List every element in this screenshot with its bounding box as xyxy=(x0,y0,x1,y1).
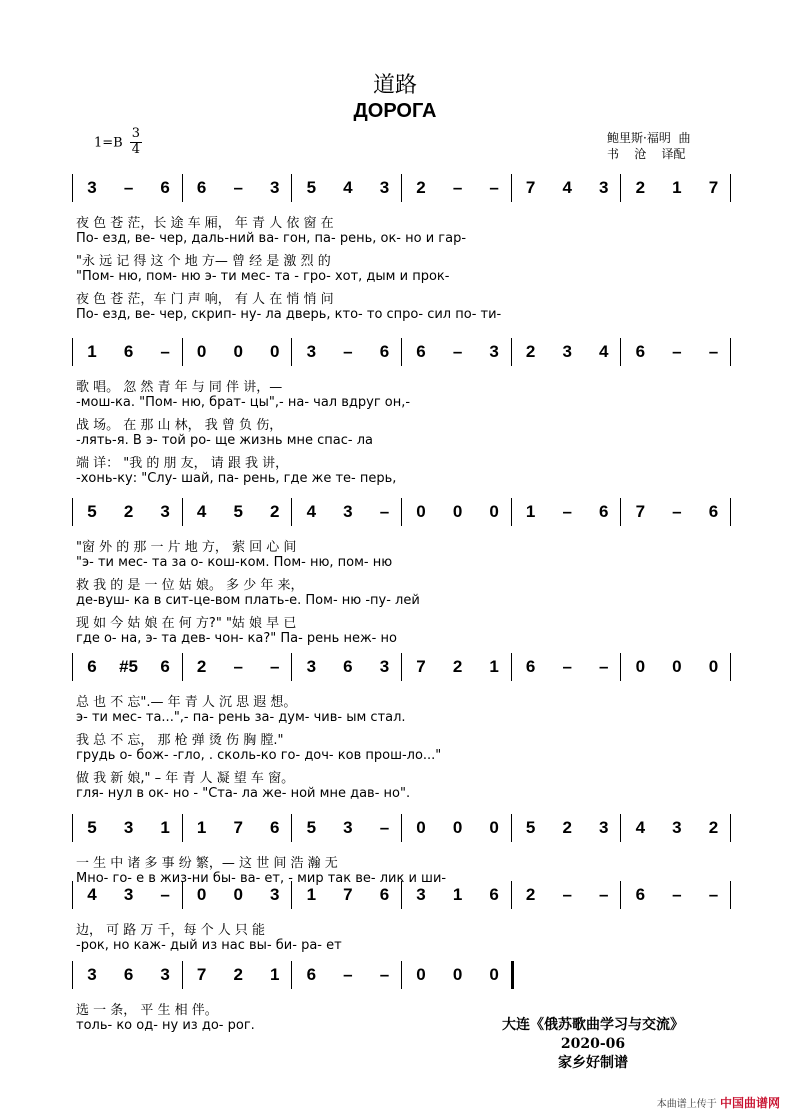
note: 6 xyxy=(525,657,536,676)
lyric-line: гля- нул в ок- но - "Ста- ла же- ной мне дав- но". xyxy=(76,786,411,801)
footer xyxy=(443,1016,743,1073)
note: 4 xyxy=(343,178,353,197)
site-prefix: 本曲谱上传于 xyxy=(656,1099,717,1110)
barline xyxy=(730,881,731,909)
footer-line-2: 2020-06 xyxy=(560,1036,626,1052)
note: – xyxy=(489,178,499,197)
barline xyxy=(182,174,183,202)
barline xyxy=(72,653,73,681)
note: 3 xyxy=(599,178,609,197)
note: 6 xyxy=(708,502,719,521)
lyric-line: 选 一 条， 平 生 相 伴。 xyxy=(76,1003,218,1018)
barline xyxy=(620,653,621,681)
note: 0 xyxy=(233,885,243,904)
note: 0 xyxy=(416,965,426,984)
note: 5 xyxy=(233,502,243,521)
note: 3 xyxy=(343,818,353,837)
lyric-line: -рок, но каж- дый из нас вы- би- ра- ет xyxy=(76,938,342,953)
note: 2 xyxy=(452,657,463,676)
note: – xyxy=(160,885,170,904)
lyric-line: 夜 色 苍 茫，车 门 声 响， 有 人 在 悄 悄 问 xyxy=(76,292,334,307)
lyric-line: "窗 外 的 那 一 片 地 方， 萦 回 心 间 xyxy=(76,540,297,555)
lyric-line: 战 场。 在 那 山 林， 我 曾 负 伤， xyxy=(76,418,283,433)
note: 4 xyxy=(635,818,646,837)
note: 6 xyxy=(87,657,97,676)
note: 0 xyxy=(708,657,719,676)
lyric-line: 做 我 新 娘," – 年 青 人 凝 望 车 窗。 xyxy=(76,771,295,786)
lyric-line: "Пом- ню, пом- ню э- ти мес- та - гро- хот, дым и прок- xyxy=(76,269,450,284)
note: 3 xyxy=(562,342,572,361)
note: 1 xyxy=(525,502,536,521)
note: – xyxy=(599,885,609,904)
note: 3 xyxy=(270,885,280,904)
note: – xyxy=(343,342,353,361)
note: 4 xyxy=(87,885,97,904)
note: 3 xyxy=(270,178,280,197)
note: – xyxy=(708,885,719,904)
note: 4 xyxy=(562,178,572,197)
note: – xyxy=(160,342,170,361)
site-watermark xyxy=(657,1094,780,1111)
note: 2 xyxy=(196,657,207,676)
barline xyxy=(730,814,731,842)
note: 1 xyxy=(196,818,207,837)
note: 4 xyxy=(196,502,207,521)
lyric-line: 夜 色 苍 茫，长 途 车 厢， 年 青 人 依 窗 在 xyxy=(76,216,334,231)
note: – xyxy=(562,657,572,676)
time-sig-bottom: 4 xyxy=(131,142,140,157)
note: 6 xyxy=(306,965,317,984)
title-chinese: 道路 xyxy=(372,73,417,98)
lyric-line: 救 我 的 是 一 位 姑 娘。 多 少 年 来， xyxy=(76,578,304,593)
barline xyxy=(730,174,731,202)
note: 1 xyxy=(270,965,280,984)
time-signature xyxy=(130,128,142,158)
lyric-line: -хонь-ку: "Слу- шай, па- рень, где же те- перь, xyxy=(76,471,397,486)
lyric-line: По- езд, ве- чер, скрип- ну- ла дверь, кто- то спро- сил по- ти- xyxy=(76,307,502,322)
barline xyxy=(291,498,292,526)
note: 2 xyxy=(708,818,719,837)
barline xyxy=(401,881,402,909)
lyric-line: "э- ти мес- та за о- кош-ком. Пом- ню, пом- ню xyxy=(76,555,393,570)
lyric-line: де-вуш- ка в сит-це-вом плать-е. Пом- ню -пу- лей xyxy=(76,593,420,608)
lyric-line: 歌 唱。 忽 然 青 年 与 同 伴 讲，— xyxy=(76,380,283,395)
note: 0 xyxy=(416,502,426,521)
note: 1 xyxy=(306,885,317,904)
note: 4 xyxy=(306,502,317,521)
note: 2 xyxy=(525,342,536,361)
lyric-line: 总 也 不 忘".— 年 青 人 沉 思 遐 想。 xyxy=(76,695,297,710)
note: 0 xyxy=(452,502,463,521)
note: 0 xyxy=(196,342,207,361)
barline xyxy=(620,881,621,909)
lyric-line: грудь о- бож- -гло, . сколь-ко го- доч- ков прош-ло..." xyxy=(76,748,442,763)
barline xyxy=(182,653,183,681)
note: – xyxy=(270,657,280,676)
note: 0 xyxy=(416,818,426,837)
lyric-line: толь- ко од- ну из до- рог. xyxy=(76,1018,255,1033)
note: 6 xyxy=(416,342,426,361)
barline xyxy=(401,498,402,526)
note: 3 xyxy=(87,965,97,984)
note: 7 xyxy=(708,178,719,197)
note: 6 xyxy=(196,178,207,197)
lyric-line: 端 详： "我 的 朋 友， 请 跟 我 讲， xyxy=(76,456,289,471)
title-russian: ДОРОГА xyxy=(353,100,437,122)
barline xyxy=(291,881,292,909)
note: 5 xyxy=(306,178,317,197)
barline xyxy=(730,498,731,526)
note: – xyxy=(599,657,609,676)
note: 1 xyxy=(672,178,682,197)
barline xyxy=(291,653,292,681)
note: 0 xyxy=(489,818,499,837)
note: – xyxy=(672,885,682,904)
note: 7 xyxy=(233,818,243,837)
note: – xyxy=(379,818,390,837)
note: – xyxy=(708,342,719,361)
note: 5 xyxy=(306,818,317,837)
barline xyxy=(401,174,402,202)
final-barline xyxy=(511,961,514,989)
note: 0 xyxy=(233,342,243,361)
note: 3 xyxy=(123,885,134,904)
note: 1 xyxy=(452,885,463,904)
note: – xyxy=(672,502,682,521)
barline xyxy=(72,338,73,366)
lyric-line: Мно- го- е в жиз-ни бы- ва- ет, - мир так ве- лик и ши- xyxy=(76,871,447,886)
note: 6 xyxy=(379,342,390,361)
footer-line-3: 家乡好制谱 xyxy=(558,1055,628,1071)
note: 3 xyxy=(160,502,170,521)
note: 1 xyxy=(489,657,499,676)
note: 5 xyxy=(87,818,97,837)
barline xyxy=(511,814,512,842)
note: 0 xyxy=(672,657,682,676)
note: 3 xyxy=(343,502,353,521)
barline xyxy=(182,498,183,526)
note: 6 xyxy=(123,965,134,984)
note: 6 xyxy=(635,342,646,361)
barline xyxy=(72,498,73,526)
note: 2 xyxy=(525,885,536,904)
barline xyxy=(291,814,292,842)
barline xyxy=(291,961,292,989)
note: 6 xyxy=(123,342,134,361)
note: 3 xyxy=(160,965,170,984)
note: 0 xyxy=(452,965,463,984)
lyric-line: 我 总 不 忘， 那 枪 弹 烫 伤 胸 膛." xyxy=(76,733,284,748)
lyric-line: -мош-ка. "Пом- ню, брат- цы",- на- чал вдруг он,- xyxy=(76,395,411,410)
barline xyxy=(511,174,512,202)
note: – xyxy=(233,178,243,197)
note: 2 xyxy=(270,502,280,521)
barline xyxy=(291,174,292,202)
note: 5 xyxy=(87,502,97,521)
note: 5 xyxy=(525,818,536,837)
note: 3 xyxy=(416,885,426,904)
barline xyxy=(182,961,183,989)
note: – xyxy=(343,965,353,984)
barline xyxy=(291,338,292,366)
barline xyxy=(620,338,621,366)
note: 0 xyxy=(452,818,463,837)
barline xyxy=(730,338,731,366)
note: – xyxy=(123,178,134,197)
note: – xyxy=(452,178,463,197)
note: 2 xyxy=(233,965,243,984)
note: 7 xyxy=(343,885,353,904)
note: 0 xyxy=(196,885,207,904)
note: 3 xyxy=(599,818,609,837)
note: #5 xyxy=(119,657,138,676)
lyric-line: 现 如 今 姑 娘 在 何 方?" "姑 娘 早 已 xyxy=(76,616,297,631)
lyric-line: где о- на, э- та дев- чон- ка?" Па- рень неж- но xyxy=(76,631,397,646)
note: – xyxy=(379,965,390,984)
barline xyxy=(401,814,402,842)
note: 1 xyxy=(87,342,97,361)
barline xyxy=(620,174,621,202)
footer-line-1: 大连《俄苏歌曲学习与交流》 xyxy=(502,1017,684,1033)
key-signature xyxy=(94,128,142,158)
barline xyxy=(401,653,402,681)
barline xyxy=(72,174,73,202)
note: – xyxy=(379,502,390,521)
credits: 鲍里斯·福明 曲 书 沧 译配 xyxy=(607,131,691,161)
lyric-line: "永 远 记 得 这 个 地 方— 曾 经 是 激 烈 的 xyxy=(76,254,331,269)
note: 2 xyxy=(635,178,646,197)
note: – xyxy=(672,342,682,361)
note: 6 xyxy=(635,885,646,904)
note: – xyxy=(562,502,572,521)
note: 7 xyxy=(525,178,536,197)
barline xyxy=(401,961,402,989)
barline xyxy=(511,881,512,909)
note: 6 xyxy=(270,818,280,837)
barline xyxy=(72,814,73,842)
note: 6 xyxy=(160,657,170,676)
note: – xyxy=(562,885,572,904)
note: – xyxy=(233,657,243,676)
note: 6 xyxy=(160,178,170,197)
barline xyxy=(182,881,183,909)
note: 4 xyxy=(599,342,609,361)
time-sig-top: 3 xyxy=(131,126,140,141)
note: 3 xyxy=(379,178,390,197)
barline xyxy=(401,338,402,366)
note: – xyxy=(452,342,463,361)
note: 3 xyxy=(672,818,682,837)
note: 6 xyxy=(599,502,609,521)
note: 0 xyxy=(489,502,499,521)
note: 6 xyxy=(489,885,499,904)
lyric-line: -лять-я. В э- той ро- ще жизнь мне спас- ла xyxy=(76,433,374,448)
barline xyxy=(182,814,183,842)
note: 2 xyxy=(416,178,426,197)
note: 3 xyxy=(306,342,317,361)
note: 6 xyxy=(379,885,390,904)
note: 3 xyxy=(489,342,499,361)
note: 7 xyxy=(196,965,207,984)
barline xyxy=(620,814,621,842)
lyric-line: 边， 可 路 万 千，每 个 人 只 能 xyxy=(76,923,266,938)
lyric-line: э- ти мес- та...",- па- рень за- дум- чив- ым стал. xyxy=(76,710,406,725)
barline xyxy=(730,653,731,681)
note: 3 xyxy=(87,178,97,197)
key-label: 1=B xyxy=(94,135,123,151)
note: 7 xyxy=(416,657,426,676)
note: 3 xyxy=(306,657,317,676)
barline xyxy=(511,338,512,366)
note: 3 xyxy=(379,657,390,676)
barline xyxy=(72,881,73,909)
note: 0 xyxy=(489,965,499,984)
note: 3 xyxy=(123,818,134,837)
note: 0 xyxy=(270,342,280,361)
lyric-line: По- езд, ве- чер, даль-ний ва- гон, па- рень, ок- но и гар- xyxy=(76,231,467,246)
note: 1 xyxy=(160,818,170,837)
barline xyxy=(511,498,512,526)
note: 0 xyxy=(635,657,646,676)
note: 2 xyxy=(562,818,572,837)
site-name: 中国曲谱网 xyxy=(719,1096,780,1110)
note: 2 xyxy=(123,502,134,521)
barline xyxy=(72,961,73,989)
barline xyxy=(182,338,183,366)
barline xyxy=(511,653,512,681)
note: 7 xyxy=(635,502,646,521)
note: 6 xyxy=(343,657,353,676)
barline xyxy=(620,498,621,526)
lyric-line: 一 生 中 诸 多 事 纷 繁，— 这 世 间 浩 瀚 无 xyxy=(76,856,338,871)
